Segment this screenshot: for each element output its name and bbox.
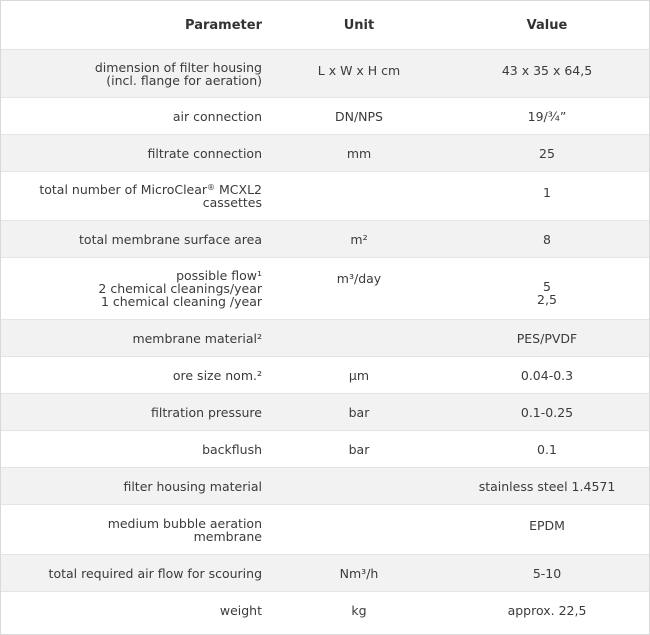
unit-cell: bar xyxy=(273,431,445,468)
parameter-cell: ore size nom.² xyxy=(1,357,273,394)
unit-cell xyxy=(273,468,445,505)
table-row xyxy=(1,468,649,505)
value-cell: 8 xyxy=(445,221,649,258)
spec-table xyxy=(1,1,649,629)
table-row xyxy=(1,98,649,135)
unit-cell: DN/NPS xyxy=(273,98,445,135)
unit-text: L x W x H cm xyxy=(317,63,401,78)
header-unit: Unit xyxy=(273,1,445,50)
parameter-cell: total membrane surface area xyxy=(1,221,273,258)
unit-cell: µm xyxy=(273,357,445,394)
parameter-text: total number of MicroClear® MCXL2 xyxy=(39,182,262,197)
unit-text: m³/day xyxy=(336,271,382,286)
parameter-text: medium bubble aeration xyxy=(107,515,262,531)
table-row xyxy=(1,320,649,357)
unit-text xyxy=(273,505,445,519)
parameter-cell: total required air flow for scouring xyxy=(1,555,273,592)
parameter-cell: weight xyxy=(1,592,273,629)
value-line: 2,5 xyxy=(537,292,557,307)
parameter-text: membrane xyxy=(193,528,262,544)
unit-cell xyxy=(273,258,445,320)
value-cell xyxy=(445,258,649,320)
table-row xyxy=(1,172,649,221)
unit-text xyxy=(273,172,445,186)
table-header-row xyxy=(1,1,649,50)
registered-mark: ® xyxy=(207,183,216,192)
value-cell: PES/PVDF xyxy=(445,320,649,357)
parameter-cell xyxy=(1,505,273,555)
parameter-cell: filtration pressure xyxy=(1,394,273,431)
value-cell xyxy=(445,505,649,555)
unit-cell: Nm³/h xyxy=(273,555,445,592)
parameter-cell xyxy=(1,50,273,98)
parameter-cell: filter housing material xyxy=(1,468,273,505)
value-line: 5 xyxy=(543,279,551,294)
parameter-cell: air connection xyxy=(1,98,273,135)
table-row xyxy=(1,592,649,629)
header-value: Value xyxy=(445,1,649,50)
parameter-cell: filtrate connection xyxy=(1,135,273,172)
parameter-cell xyxy=(1,258,273,320)
parameter-cell xyxy=(1,172,273,221)
header-parameter: Parameter xyxy=(1,1,273,50)
table-row xyxy=(1,394,649,431)
unit-cell xyxy=(273,172,445,221)
value-text: EPDM xyxy=(529,518,565,533)
unit-cell: bar xyxy=(273,394,445,431)
value-text xyxy=(445,258,649,306)
table-row xyxy=(1,258,649,320)
value-cell xyxy=(445,50,649,98)
table-row xyxy=(1,50,649,98)
parameter-cell: backflush xyxy=(1,431,273,468)
parameter-text: cassettes xyxy=(202,195,262,210)
value-cell: 19/¾” xyxy=(445,98,649,135)
parameter-cell: membrane material² xyxy=(1,320,273,357)
value-cell xyxy=(445,172,649,221)
value-cell: 0.1 xyxy=(445,431,649,468)
table-row xyxy=(1,505,649,555)
value-text: 1 xyxy=(543,185,551,200)
parameter-text: (incl. flange for aeration) xyxy=(106,72,262,88)
value-cell: stainless steel 1.4571 xyxy=(445,468,649,505)
parameter-text: 2 chemical cleanings/year xyxy=(98,281,262,296)
table-row xyxy=(1,431,649,468)
value-cell: approx. 22,5 xyxy=(445,592,649,629)
value-cell: 5-10 xyxy=(445,555,649,592)
table-row xyxy=(1,555,649,592)
unit-cell xyxy=(273,320,445,357)
value-cell: 25 xyxy=(445,135,649,172)
value-text: 43 x 35 x 64,5 xyxy=(501,63,593,78)
unit-cell: m² xyxy=(273,221,445,258)
parameter-text: possible flow¹ xyxy=(176,268,262,283)
parameter-text: dimension of filter housing xyxy=(94,59,262,75)
value-cell: 0.1-0.25 xyxy=(445,394,649,431)
table-row xyxy=(1,357,649,394)
unit-cell xyxy=(273,50,445,98)
table-row xyxy=(1,221,649,258)
value-cell: 0.04-0.3 xyxy=(445,357,649,394)
unit-cell: mm xyxy=(273,135,445,172)
unit-cell: kg xyxy=(273,592,445,629)
table-row xyxy=(1,135,649,172)
parameter-text: 1 chemical cleaning /year xyxy=(100,294,262,309)
unit-cell xyxy=(273,505,445,555)
